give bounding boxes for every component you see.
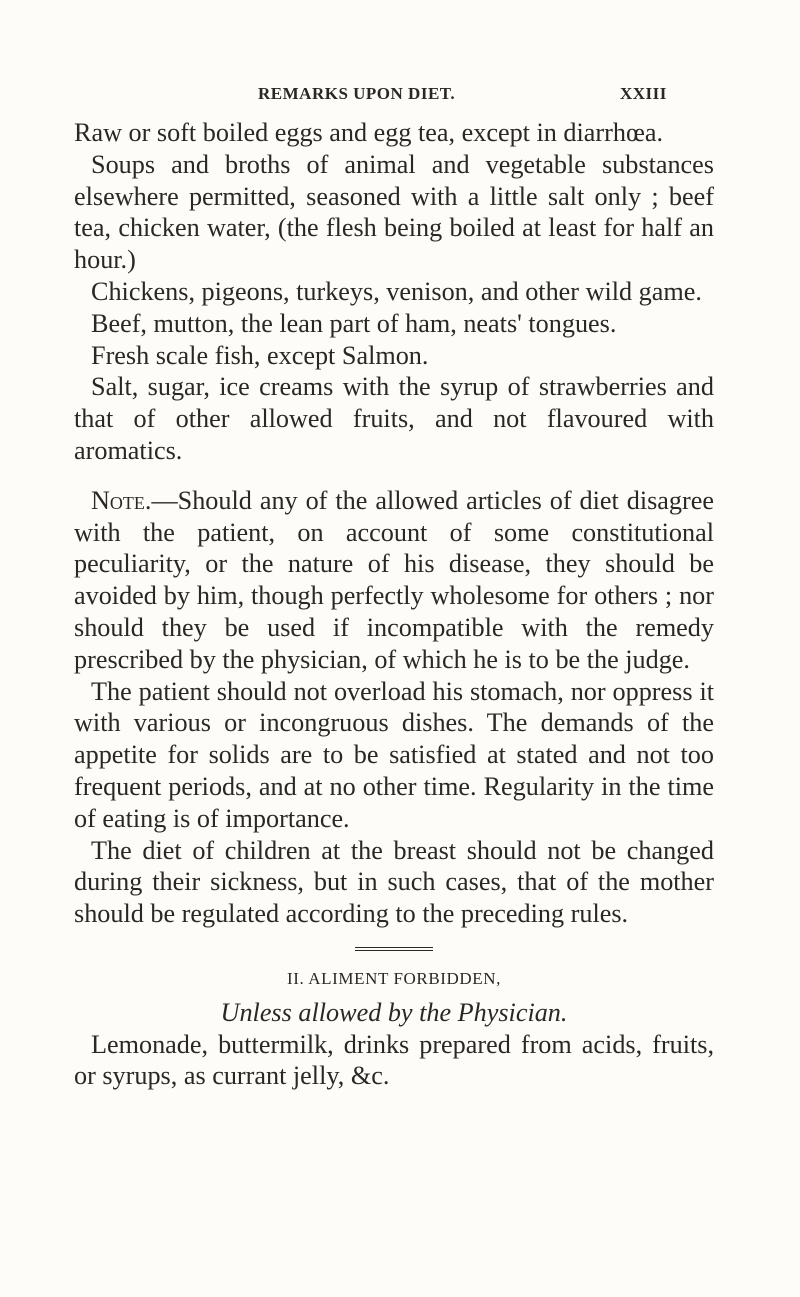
paragraph-children: The diet of children at the breast should not be changed during their sickness, but in such cases, that of the mother should be regulated according to the preceding rules. [74,835,714,929]
paragraph-fish: Fresh scale fish, except Salmon. [91,340,429,370]
paragraph-meats: Beef, mutton, the lean part of ham, neats' tongues. [91,308,617,338]
note-paragraph [74,485,714,676]
section-heading: II. ALIMENT FORBIDDEN, [286,968,502,988]
paragraph-stomach: The patient should not overload his stomach, nor oppress it with various or incongruous dishes. The demands of the appetite for solids are to be satisfied at stated and not too frequent periods, and at no other time. Regularity in the time of eating is of importance. [74,676,714,833]
paragraph-forbidden: Lemonade, buttermilk, drinks prepared from acids, fruits, or syrups, as currant jelly, &c. [74,1029,714,1091]
page-body [74,117,714,1092]
page-number: XXIII [620,84,667,103]
section-divider [355,947,433,951]
paragraph-soups: Soups and broths of animal and vegetable substances elsewhere permitted, seasoned with a little salt only ; beef tea, chicken water, (the flesh being boiled at least for half an hour.) [74,149,714,275]
paragraph-poultry: Chickens, pigeons, turkeys, venison, and other wild game. [91,276,702,306]
section-subheading: Unless allowed by the Physician. [220,997,568,1027]
note-label: Note. [91,485,152,515]
running-header [0,84,800,108]
paragraph-sweets: Salt, sugar, ice creams with the syrup of strawberries and that of other allowed fruits, and not flavoured with aromatics. [74,372,714,465]
running-title: REMARKS UPON DIET. [258,84,456,103]
paragraph-eggs: Raw or soft boiled eggs and egg tea, except in diarrhœa. [74,118,664,147]
note-text: —Should any of the allowed articles of diet disagree with the patient, on account of some constitutional peculiarity, or the nature of his disease, they should be avoided by him, though perfectly wholesome for others ; nor should they be used if incompatible with the remedy prescribed by the physician, of which he is to be the judge. [74,485,714,674]
